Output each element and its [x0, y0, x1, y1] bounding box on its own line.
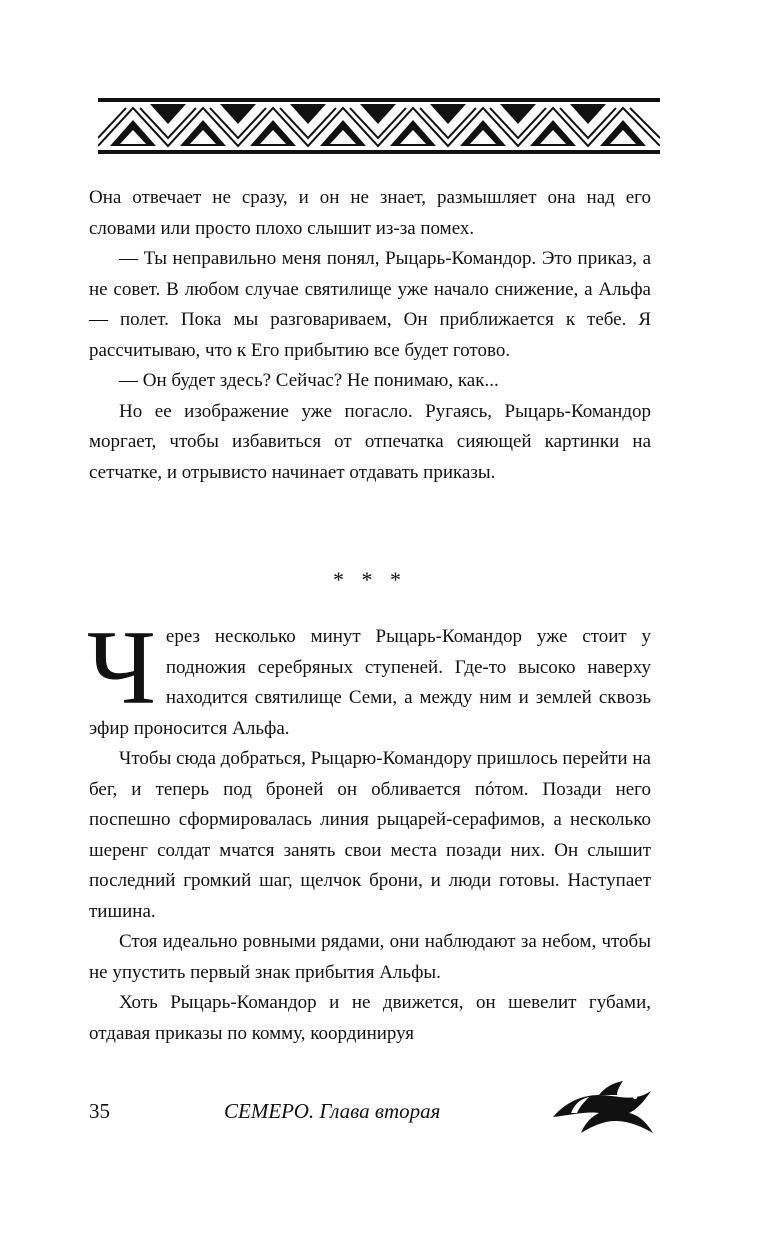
- page-number: 35: [89, 1099, 110, 1123]
- dropcap-paragraph: [87, 609, 651, 744]
- text-section-after: [87, 609, 651, 1049]
- paragraph: Чтобы сюда добраться, Рыцарю-Командору пришлось перейти на бег, и теперь под броней он обливается пóтом. Позади него поспешно сформировалась линия рыцарей-серафимов, а несколько шеренг солдат мчатся занять свои места позади них. Он слышит последний громкий шаг, щелчок брони, и люди готовы. Наступает тишина.: [89, 748, 651, 922]
- paragraph: Стоя идеально ровными рядами, они наблюдают за небом, чтобы не упустить первый знак прибытия Альфы.: [89, 931, 651, 983]
- dropcap-letter: Ч: [87, 609, 156, 726]
- text-section-before: [89, 183, 651, 488]
- paragraph: — Он будет здесь? Сейчас? Не понимаю, как...: [119, 370, 499, 391]
- paragraph: Но ее изображение уже погасло. Ругаясь, Рыцарь-Командор моргает, чтобы избавиться от отпечатка сияющей картинки на сетчатке, и отрывисто начинает отдавать приказы.: [89, 400, 651, 483]
- ornamental-border-icon: [98, 98, 660, 154]
- paragraph: Она отвечает не сразу, и он не знает, размышляет она над его словами или просто плохо слышит из-за помех.: [89, 187, 651, 239]
- dragon-icon: [547, 1073, 659, 1137]
- running-title: СЕМЕРО. Глава вторая: [224, 1099, 441, 1123]
- page-footer: [89, 1093, 651, 1141]
- paragraph: Хоть Рыцарь-Командор и не движется, он шевелит губами, отдавая приказы по комму, координируя: [89, 992, 651, 1044]
- dropcap-paragraph-text: ерез несколько минут Рыцарь-Командор уже стоит у подножия серебряных ступеней. Где-то высоко наверху находится святилище Семи, а между ним и землей сквозь эфир проносится Альфа.: [89, 626, 651, 739]
- paragraph: — Ты неправильно меня понял, Рыцарь-Командор. Это приказ, а не совет. В любом случае святилище уже начало снижение, а Альфа — полет. Пока мы разговариваем, Он приближается к тебе. Я рассчитываю, что к Его прибытию все будет готово.: [89, 248, 651, 361]
- section-break: * * *: [333, 567, 407, 592]
